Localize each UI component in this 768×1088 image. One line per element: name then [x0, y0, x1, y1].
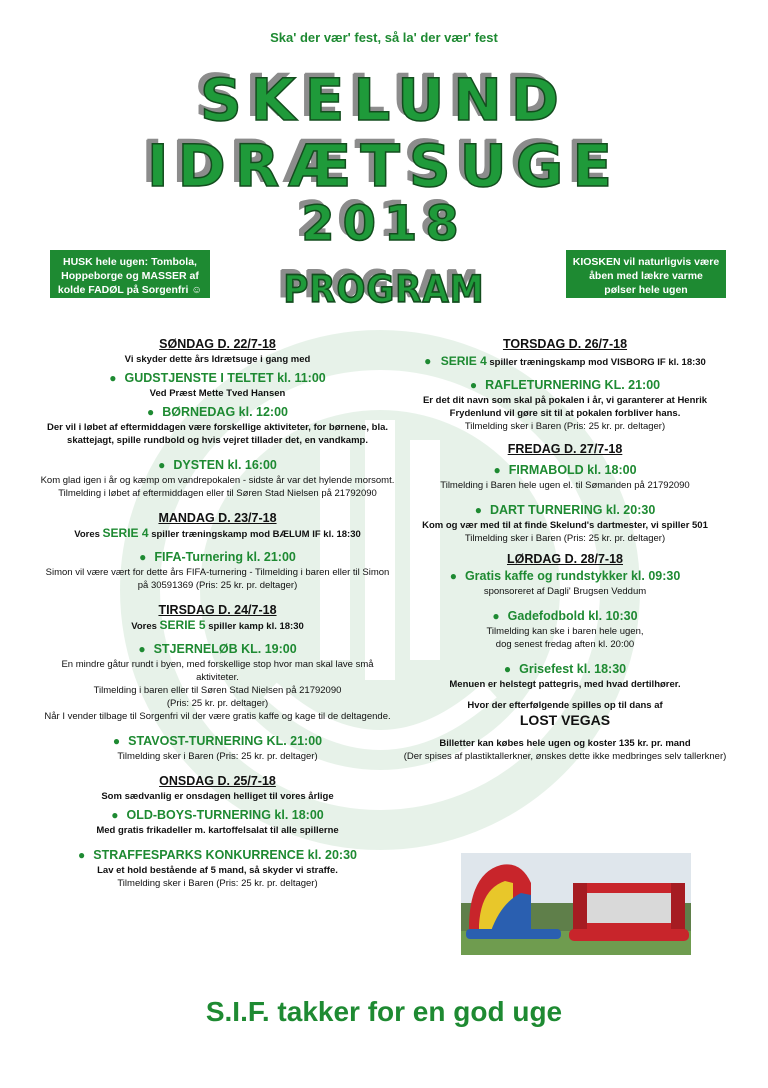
event-title: OLD-BOYS-TURNERING kl. 18:00 [126, 808, 324, 822]
event-straffespark [40, 849, 395, 862]
event-text: Tilmelding sker i Baren (Pris: 25 kr. pr. deltager) [117, 751, 318, 762]
event-text: Ved Præst Mette Tved Hansen [149, 388, 286, 399]
event-fifa [40, 551, 395, 564]
thursday-serie4 [400, 355, 730, 369]
event-dart [400, 504, 730, 517]
event-title: STRAFFESPARKS KONKURRENCE kl. 20:30 [93, 848, 357, 862]
event-title: RAFLETURNERING KL. 21:00 [485, 378, 661, 392]
event-title: GUDSTJENSTE I TELTET kl. 11:00 [124, 371, 326, 385]
intro-text: spiller træningskamp mod BÆLUM IF kl. 18:30 [151, 529, 361, 540]
event-firmabold [400, 464, 730, 477]
bouncy-castle-photo [461, 853, 691, 955]
program-column-right [400, 338, 730, 763]
team-name: SERIE 5 [159, 618, 206, 632]
event-text: Kom glad igen i år og kæmp om vandrepokalen - sidste år var det hylende morsomt. Tilmelding i løbet af eftermiddagen eller til Søren Stad Nielsen på 21792090 [40, 475, 395, 499]
event-title: STAVOST-TURNERING KL. 21:00 [128, 734, 323, 748]
bullet-icon: ● [138, 642, 146, 656]
event-text: Når I vender tilbage til Sorgenfri vil der være gratis kaffe og kage til de deltagende. [44, 711, 391, 722]
day-heading-monday: MANDAG D. 23/7-18 [158, 511, 277, 525]
footer-thanks: S.I.F. takker for en god uge [205, 996, 563, 1027]
event-text: Simon vil være vært for dette års FIFA-turnering - Tilmelding i baren eller til Simon på 30591369 (Pris: 25 kr. pr. deltager) [45, 567, 390, 591]
program-column-left [40, 338, 395, 890]
event-text: (Pris: 25 kr. pr. deltager) [166, 698, 269, 709]
event-grisefest [400, 663, 730, 676]
intro-text: spiller træningskamp mod VISBORG IF kl. 18:30 [489, 357, 706, 368]
bullet-icon: ● [78, 848, 86, 862]
sunday-intro: Vi skyder dette års Idrætsuge i gang med [124, 354, 311, 365]
title-year: 2018 [301, 196, 467, 252]
day-heading-tuesday: TIRSDAG D. 24/7-18 [158, 603, 277, 617]
band-name: LOST VEGAS [519, 712, 611, 728]
bullet-icon: ● [449, 569, 457, 583]
day-heading-sunday: SØNDAG D. 22/7-18 [159, 337, 276, 351]
bullet-icon: ● [147, 405, 155, 419]
day-heading-wednesday: ONSDAG D. 25/7-18 [159, 774, 276, 788]
bullet-icon: ● [139, 550, 147, 564]
intro-text: spiller kamp kl. 18:30 [208, 621, 304, 632]
event-gadefodbold [400, 610, 730, 623]
event-text: Tilmelding sker i Baren (Pris: 25 kr. pr. deltager) [117, 878, 318, 889]
team-name: SERIE 4 [440, 354, 487, 368]
bullet-icon: ● [112, 734, 121, 748]
monday-intro [40, 527, 395, 541]
bullet-icon: ● [474, 503, 482, 517]
bullet-icon: ● [111, 808, 119, 822]
event-title: FIRMABOLD kl. 18:00 [508, 463, 637, 477]
event-title: Grisefest kl. 18:30 [519, 662, 627, 676]
tickets-note: (Der spises af plastiktallerkner, ønskes dette ikke medbringes selv tallerkner) [403, 751, 727, 762]
bullet-icon: ● [424, 354, 439, 368]
event-title: Gratis kaffe og rundstykker kl. 09:30 [464, 569, 681, 583]
event-text: Er det dit navn som skal på pokalen i år, vi garanterer at Henrik Frydenlund vil gøre sit til at pokalen forbliver hans. [422, 395, 708, 419]
wednesday-intro: Som sædvanlig er onsdagen helliget til vores årlige [101, 791, 334, 802]
bullet-icon: ● [493, 463, 501, 477]
event-text: Tilmelding i Baren hele ugen el. til Sømanden på 21792090 [440, 480, 690, 491]
event-title: DART TURNERING kl. 20:30 [489, 503, 656, 517]
event-text: Tilmelding i baren eller til Søren Stad Nielsen på 21792090 [93, 685, 342, 696]
intro-text: Vores [131, 621, 157, 632]
event-text: En mindre gåtur rundt i byen, med forskellige stop hvor man skal lave små aktiviteter. [61, 659, 374, 683]
event-stavost [40, 735, 395, 748]
day-heading-friday: FREDAG D. 27/7-18 [507, 442, 623, 456]
event-kaffe [400, 570, 730, 583]
event-title: STJERNELØB KL. 19:00 [153, 642, 297, 656]
event-text: Kom og vær med til at finde Skelund's dartmester, vi spiller 501 [422, 520, 708, 531]
program-heading: PROGRAM [283, 268, 485, 312]
intro-text: Vores [74, 529, 100, 540]
bullet-icon: ● [158, 458, 166, 472]
note-box-right: KIOSKEN vil naturligvis være åben med lækre varme pølser hele ugen [566, 250, 726, 298]
event-title: Gadefodbold kl. 10:30 [507, 609, 638, 623]
event-old-boys [40, 809, 395, 822]
tagline: Ska' der vær' fest, så la' der vær' fest [270, 30, 498, 45]
event-text: Tilmelding sker i Baren (Pris: 25 kr. pr. deltager) [464, 421, 666, 432]
bullet-icon: ● [109, 371, 117, 385]
title-skelund: SKELUND [199, 66, 568, 134]
day-heading-thursday: TORSDAG D. 26/7-18 [502, 337, 628, 351]
event-text: sponsoreret af Dagli' Brugsen Veddum [483, 586, 647, 597]
event-text: Menuen er helstegt pattegris, med hvad dertilhører. [449, 679, 681, 690]
event-text: dog senest fredag aften kl. 20:00 [495, 639, 635, 650]
bullet-icon: ● [492, 609, 500, 623]
title-idraetsuge: IDRÆTSUGE [147, 132, 621, 200]
tickets-text: Billetter kan købes hele ugen og koster 135 kr. pr. mand [439, 738, 691, 749]
event-dysten [40, 459, 395, 472]
team-name: SERIE 4 [102, 526, 149, 540]
event-text: Med gratis frikadeller m. kartoffelsalat til alle spillerne [96, 825, 339, 836]
bullet-icon: ● [469, 378, 478, 392]
event-boernedag [40, 406, 395, 419]
event-title: BØRNEDAG kl. 12:00 [162, 405, 288, 419]
event-title: DYSTEN kl. 16:00 [173, 458, 277, 472]
event-text: Tilmelding sker i Baren (Pris: 25 kr. pr. deltager) [464, 533, 666, 544]
event-title: FIFA-Turnering kl. 21:00 [154, 550, 296, 564]
day-heading-saturday: LØRDAG D. 28/7-18 [506, 552, 623, 566]
bullet-icon: ● [503, 662, 512, 676]
note-box-left: HUSK hele ugen: Tombola, Hoppeborge og MASSER af kolde FADØL på Sorgenfri ☺ [50, 250, 210, 298]
event-text: Tilmelding kan ske i baren hele ugen, [486, 626, 644, 637]
band-intro: Hvor der efterfølgende spilles op til dans af [467, 700, 663, 711]
tuesday-intro [40, 619, 395, 633]
event-stjernelob [40, 643, 395, 656]
event-rafleturnering [400, 379, 730, 392]
event-text: Lav et hold bestående af 5 mand, så skyder vi straffe. [97, 865, 338, 876]
event-text: Der vil i løbet af eftermiddagen være forskellige aktiviteter, for børnene, bla. skattejagt, spille rundbold og hvis vejret tillader det, en vandkamp. [46, 422, 389, 446]
event-gudstjeneste [40, 372, 395, 385]
